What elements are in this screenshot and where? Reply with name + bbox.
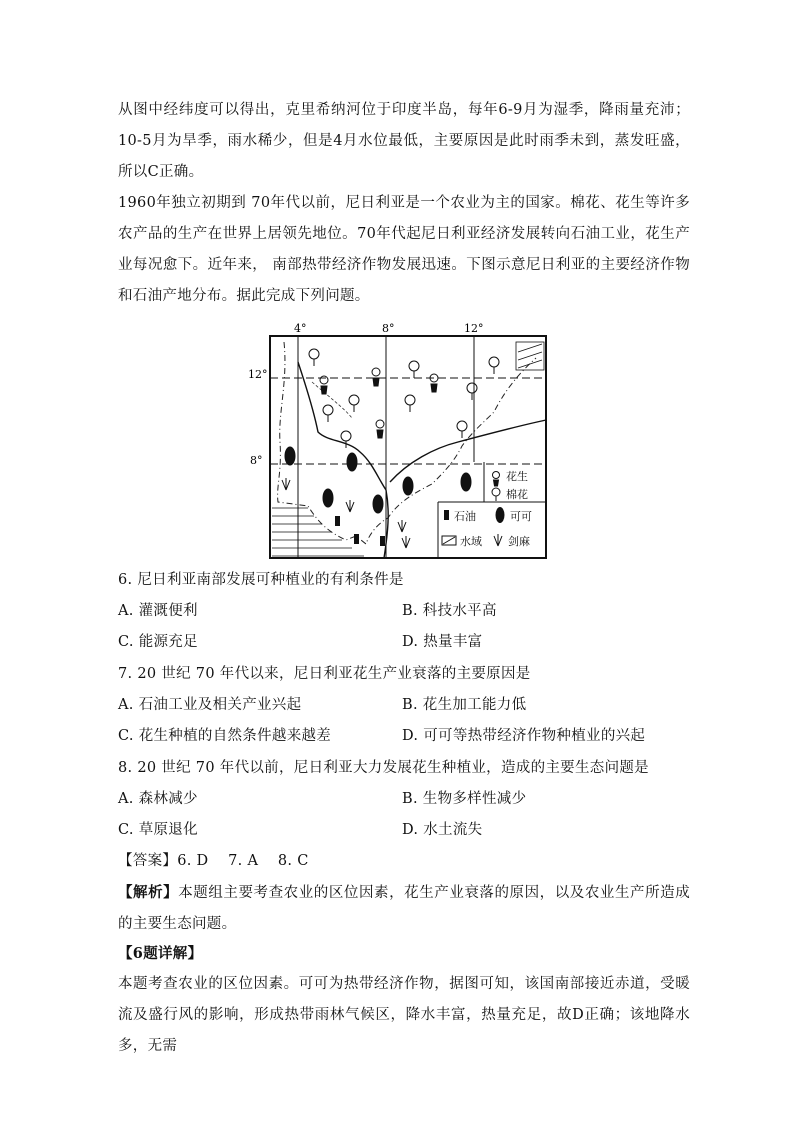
intro-paragraph-1: 从图中经纬度可以得出，克里希纳河位于印度半岛，每年6-9月为湿季，降雨量充沛；10-5月为旱季，雨水稀少，但是4月水位最低，主要原因是此时雨季未到，蒸发旺盛，所以C正确。 [118,102,690,180]
question-8-stem: 8. 20 世纪 70 年代以前，尼日利亚大力发展花生种植业，造成的主要生态问题是 [118,760,649,776]
cotton-symbols [309,349,499,448]
legend-cocoa-label: 可可 [510,510,532,523]
legend-sisal-label: 剑麻 [508,535,530,548]
legend-oil-label: 石油 [454,510,476,523]
question-7-option-d: D. 可可等热带经济作物种植业的兴起 [402,728,646,744]
question-6-option-a: A. 灌溉便利 [118,603,198,619]
niger-river [298,362,388,558]
analysis-paragraph [118,877,690,940]
question-7-option-c: C. 花生种植的自然条件越来越差 [118,728,332,744]
detail-6-text: 本题考查农业的区位因素。可可为热带经济作物，据图可知，该国南部接近赤道，受暖流及盛行风的影响，形成热带雨林气候区，降水丰富，热量充足，故D正确；该地降水多，无需 [118,976,690,1054]
lon-label-8: 8° [382,322,395,335]
nigeria-crop-map [248,322,550,562]
question-6-option-b: B. 科技水平高 [402,603,497,619]
map-legend [438,462,546,558]
legend-water-label: 水域 [460,535,482,548]
question-7-option-a: A. 石油工业及相关产业兴起 [118,697,302,713]
lat-label-12: 12° [248,368,268,381]
graticule [270,336,546,558]
question-8-option-b: B. 生物多样性减少 [402,791,527,807]
answer-line: 【答案】6. D 7. A 8. C [118,853,309,869]
legend-peanut-label: 花生 [506,470,528,483]
map-frame [270,336,546,558]
lat-label-8: 8° [250,454,263,467]
question-8-option-a: A. 森林减少 [118,791,198,807]
sisal-symbols [282,478,410,548]
question-7-stem: 7. 20 世纪 70 年代以来，尼日利亚花生产业衰落的主要原因是 [118,666,531,682]
question-6-option-d: D. 热量丰富 [402,634,483,650]
intro-paragraph-2: 1960年独立初期到 70年代以前，尼日利亚是一个农业为主的国家。棉花、花生等许多 农产品的生产在世界上居领先地位。70年代起尼日利亚经济发展转向石油工业，花生产业每况愈下。近年来， 南部热带经济作物发展迅速。下图示意尼日利亚的主要经济作物和石油产地分布。据此完成下列问题。 [118,195,690,304]
question-6-option-c: C. 能源充足 [118,634,198,650]
lake-chad-area [516,342,544,370]
detail-6-heading: 【6题详解】 [118,945,203,962]
analysis-label: 【解析】 [118,884,179,901]
lon-label-12: 12° [464,322,484,335]
analysis-text: 本题组主要考查农业的区位因素，花生产业衰落的原因，以及农业生产所造成的主要生态问题。 [118,885,691,932]
oil-symbols [335,516,385,546]
cocoa-symbols [285,447,471,513]
coastal-water [272,508,364,556]
lon-label-4: 4° [294,322,307,335]
question-7-option-b: B. 花生加工能力低 [402,697,527,713]
legend-cotton-label: 棉花 [506,488,528,501]
question-8-option-c: C. 草原退化 [118,822,198,838]
question-6-stem: 6. 尼日利亚南部发展可种植业的有利条件是 [118,572,404,588]
question-8-option-d: D. 水土流失 [402,822,483,838]
map-svg [248,322,550,562]
